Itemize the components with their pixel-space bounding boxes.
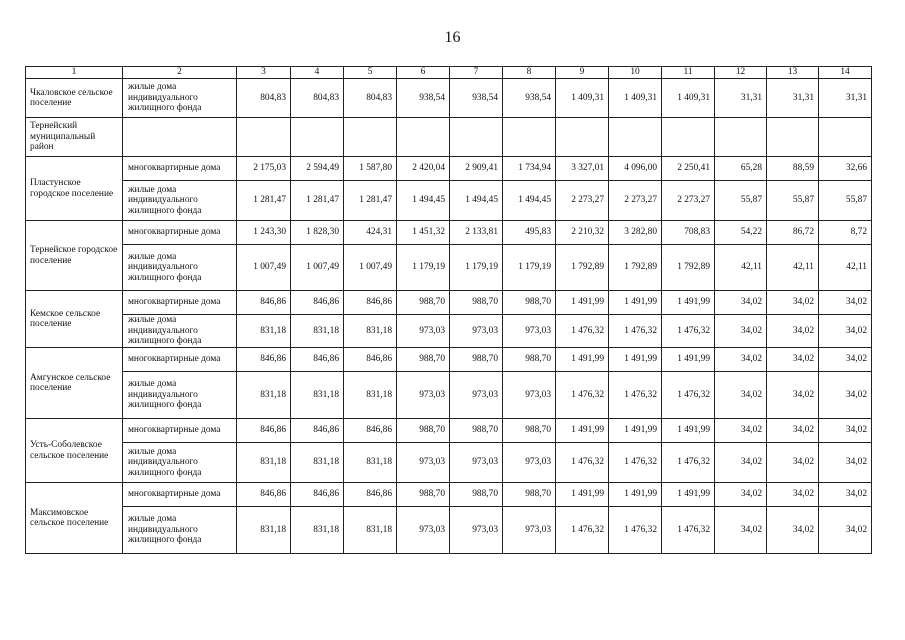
value-cell: 973,03 — [503, 507, 556, 554]
value-cell: 1 476,32 — [609, 315, 662, 348]
value-cell: 1 476,32 — [556, 443, 609, 483]
value-cell — [344, 118, 397, 157]
value-cell: 1 179,19 — [450, 245, 503, 291]
housing-category-cell — [123, 118, 237, 157]
value-cell: 846,86 — [344, 419, 397, 443]
column-header: 5 — [344, 67, 397, 79]
value-cell: 34,02 — [715, 443, 767, 483]
value-cell: 34,02 — [819, 348, 872, 372]
value-cell: 938,54 — [397, 79, 450, 118]
value-cell: 846,86 — [237, 419, 291, 443]
value-cell: 804,83 — [344, 79, 397, 118]
municipality-cell: Тернейское городское поселение — [26, 221, 123, 291]
value-cell: 424,31 — [344, 221, 397, 245]
value-cell: 1 828,30 — [291, 221, 344, 245]
value-cell: 1 007,49 — [291, 245, 344, 291]
value-cell: 1 476,32 — [662, 507, 715, 554]
value-cell: 988,70 — [397, 348, 450, 372]
table-row — [26, 315, 872, 348]
value-cell: 708,83 — [662, 221, 715, 245]
value-cell: 65,28 — [715, 157, 767, 181]
value-cell: 988,70 — [503, 419, 556, 443]
column-header: 12 — [715, 67, 767, 79]
value-cell: 34,02 — [767, 419, 819, 443]
header-row — [26, 67, 872, 79]
value-cell: 495,83 — [503, 221, 556, 245]
value-cell: 1 476,32 — [556, 507, 609, 554]
column-header: 11 — [662, 67, 715, 79]
value-cell: 88,59 — [767, 157, 819, 181]
value-cell: 34,02 — [767, 291, 819, 315]
municipality-cell: Тернейский муниципальный район — [26, 118, 123, 157]
value-cell: 973,03 — [397, 372, 450, 419]
value-cell: 1 792,89 — [662, 245, 715, 291]
value-cell: 831,18 — [291, 315, 344, 348]
value-cell: 31,31 — [819, 79, 872, 118]
value-cell — [819, 118, 872, 157]
value-cell: 831,18 — [344, 315, 397, 348]
value-cell: 1 494,45 — [503, 181, 556, 221]
housing-category-cell: многоквартирные дома — [123, 419, 237, 443]
value-cell: 988,70 — [450, 483, 503, 507]
table-row — [26, 443, 872, 483]
value-cell: 2 420,04 — [397, 157, 450, 181]
municipality-cell: Максимовское сельское поселение — [26, 483, 123, 554]
value-cell — [767, 118, 819, 157]
value-cell: 34,02 — [715, 348, 767, 372]
value-cell: 831,18 — [344, 372, 397, 419]
housing-category-cell: жилые дома индивидуального жилищного фонда — [123, 372, 237, 419]
value-cell: 8,72 — [819, 221, 872, 245]
value-cell: 973,03 — [450, 372, 503, 419]
value-cell: 1 491,99 — [556, 419, 609, 443]
value-cell: 34,02 — [767, 443, 819, 483]
column-header: 7 — [450, 67, 503, 79]
table-row — [26, 157, 872, 181]
value-cell: 34,02 — [715, 483, 767, 507]
value-cell: 1 792,89 — [609, 245, 662, 291]
value-cell: 1 476,32 — [609, 372, 662, 419]
value-cell: 2 250,41 — [662, 157, 715, 181]
housing-category-cell: многоквартирные дома — [123, 483, 237, 507]
value-cell: 973,03 — [397, 315, 450, 348]
value-cell: 1 281,47 — [291, 181, 344, 221]
value-cell: 973,03 — [503, 443, 556, 483]
value-cell: 2 210,32 — [556, 221, 609, 245]
column-header: 13 — [767, 67, 819, 79]
table-row — [26, 221, 872, 245]
value-cell: 846,86 — [291, 483, 344, 507]
housing-category-cell: многоквартирные дома — [123, 291, 237, 315]
value-cell: 2 273,27 — [662, 181, 715, 221]
value-cell: 1 491,99 — [609, 348, 662, 372]
table-row — [26, 181, 872, 221]
column-header: 1 — [26, 67, 123, 79]
value-cell: 1 007,49 — [237, 245, 291, 291]
column-header: 8 — [503, 67, 556, 79]
value-cell: 1 243,30 — [237, 221, 291, 245]
value-cell: 1 451,32 — [397, 221, 450, 245]
value-cell: 831,18 — [291, 507, 344, 554]
value-cell: 846,86 — [291, 291, 344, 315]
value-cell: 1 587,80 — [344, 157, 397, 181]
value-cell: 973,03 — [503, 315, 556, 348]
table-row — [26, 118, 872, 157]
value-cell: 1 476,32 — [662, 372, 715, 419]
value-cell: 1 491,99 — [609, 419, 662, 443]
column-header: 10 — [609, 67, 662, 79]
value-cell: 32,66 — [819, 157, 872, 181]
value-cell: 34,02 — [715, 507, 767, 554]
table-row — [26, 348, 872, 372]
value-cell: 34,02 — [715, 291, 767, 315]
value-cell: 2 594,49 — [291, 157, 344, 181]
municipality-cell: Амгунское сельское поселение — [26, 348, 123, 419]
value-cell: 973,03 — [397, 443, 450, 483]
value-cell: 34,02 — [819, 291, 872, 315]
value-cell: 1 491,99 — [556, 483, 609, 507]
table-row — [26, 79, 872, 118]
value-cell: 988,70 — [397, 419, 450, 443]
value-cell: 4 096,00 — [609, 157, 662, 181]
value-cell: 55,87 — [767, 181, 819, 221]
column-header: 2 — [123, 67, 237, 79]
value-cell: 1 476,32 — [662, 315, 715, 348]
column-header: 3 — [237, 67, 291, 79]
value-cell: 34,02 — [767, 348, 819, 372]
value-cell: 34,02 — [715, 419, 767, 443]
value-cell: 1 491,99 — [609, 291, 662, 315]
value-cell: 1 476,32 — [556, 372, 609, 419]
value-cell: 938,54 — [450, 79, 503, 118]
municipality-cell: Усть-Соболевское сельское поселение — [26, 419, 123, 483]
value-cell: 973,03 — [450, 507, 503, 554]
value-cell: 1 281,47 — [344, 181, 397, 221]
housing-category-cell: жилые дома индивидуального жилищного фонда — [123, 507, 237, 554]
value-cell: 2 175,03 — [237, 157, 291, 181]
value-cell: 3 282,80 — [609, 221, 662, 245]
value-cell: 988,70 — [450, 291, 503, 315]
value-cell: 804,83 — [291, 79, 344, 118]
value-cell: 31,31 — [715, 79, 767, 118]
value-cell: 1 476,32 — [609, 443, 662, 483]
value-cell: 831,18 — [237, 507, 291, 554]
value-cell — [291, 118, 344, 157]
value-cell: 1 409,31 — [609, 79, 662, 118]
table-row — [26, 245, 872, 291]
value-cell: 1 491,99 — [662, 483, 715, 507]
value-cell: 1 734,94 — [503, 157, 556, 181]
value-cell: 2 273,27 — [556, 181, 609, 221]
value-cell: 973,03 — [450, 315, 503, 348]
value-cell: 2 273,27 — [609, 181, 662, 221]
table-row — [26, 372, 872, 419]
value-cell: 34,02 — [715, 315, 767, 348]
value-cell — [450, 118, 503, 157]
table-row — [26, 419, 872, 443]
tariff-table — [25, 66, 872, 554]
value-cell: 1 494,45 — [397, 181, 450, 221]
value-cell: 3 327,01 — [556, 157, 609, 181]
value-cell: 34,02 — [715, 372, 767, 419]
value-cell: 1 409,31 — [662, 79, 715, 118]
value-cell: 31,31 — [767, 79, 819, 118]
housing-category-cell: жилые дома индивидуального жилищного фонда — [123, 79, 237, 118]
value-cell: 34,02 — [819, 507, 872, 554]
value-cell — [715, 118, 767, 157]
municipality-cell: Кемское сельское поселение — [26, 291, 123, 348]
value-cell: 846,86 — [344, 348, 397, 372]
value-cell: 34,02 — [819, 315, 872, 348]
value-cell: 846,86 — [291, 348, 344, 372]
value-cell: 831,18 — [237, 315, 291, 348]
value-cell: 846,86 — [237, 483, 291, 507]
value-cell — [662, 118, 715, 157]
table-row — [26, 291, 872, 315]
value-cell: 831,18 — [344, 507, 397, 554]
housing-category-cell: жилые дома индивидуального жилищного фонда — [123, 443, 237, 483]
value-cell: 42,11 — [715, 245, 767, 291]
value-cell: 1 179,19 — [503, 245, 556, 291]
column-header: 9 — [556, 67, 609, 79]
value-cell: 988,70 — [503, 291, 556, 315]
housing-category-cell: жилые дома индивидуального жилищного фонда — [123, 245, 237, 291]
value-cell: 804,83 — [237, 79, 291, 118]
column-header: 4 — [291, 67, 344, 79]
value-cell: 42,11 — [819, 245, 872, 291]
municipality-cell: Пластунское городское поселение — [26, 157, 123, 221]
value-cell: 1 494,45 — [450, 181, 503, 221]
value-cell: 42,11 — [767, 245, 819, 291]
value-cell: 1 491,99 — [609, 483, 662, 507]
value-cell: 2 909,41 — [450, 157, 503, 181]
value-cell: 34,02 — [767, 483, 819, 507]
value-cell: 1 476,32 — [609, 507, 662, 554]
value-cell: 55,87 — [819, 181, 872, 221]
value-cell: 2 133,81 — [450, 221, 503, 245]
table-row — [26, 483, 872, 507]
value-cell: 1 409,31 — [556, 79, 609, 118]
value-cell: 988,70 — [397, 291, 450, 315]
value-cell: 973,03 — [450, 443, 503, 483]
value-cell: 34,02 — [819, 419, 872, 443]
value-cell: 846,86 — [344, 291, 397, 315]
table-row — [26, 507, 872, 554]
value-cell: 973,03 — [397, 507, 450, 554]
value-cell: 831,18 — [291, 443, 344, 483]
table-body — [26, 79, 872, 554]
housing-category-cell: жилые дома индивидуального жилищного фонда — [123, 181, 237, 221]
value-cell: 846,86 — [291, 419, 344, 443]
value-cell: 34,02 — [767, 507, 819, 554]
housing-category-cell: многоквартирные дома — [123, 157, 237, 181]
value-cell: 1 476,32 — [556, 315, 609, 348]
value-cell: 1 491,99 — [556, 291, 609, 315]
value-cell: 86,72 — [767, 221, 819, 245]
value-cell — [609, 118, 662, 157]
value-cell: 988,70 — [503, 483, 556, 507]
housing-category-cell: жилые дома индивидуального жилищного фонда — [123, 315, 237, 348]
housing-category-cell: многоквартирные дома — [123, 221, 237, 245]
value-cell: 846,86 — [237, 291, 291, 315]
value-cell — [503, 118, 556, 157]
value-cell: 1 491,99 — [662, 419, 715, 443]
municipality-cell: Чкаловское сельское поселение — [26, 79, 123, 118]
value-cell: 831,18 — [237, 443, 291, 483]
value-cell — [556, 118, 609, 157]
value-cell: 831,18 — [344, 443, 397, 483]
column-header: 6 — [397, 67, 450, 79]
value-cell: 1 491,99 — [556, 348, 609, 372]
value-cell: 54,22 — [715, 221, 767, 245]
value-cell: 34,02 — [819, 443, 872, 483]
value-cell: 988,70 — [450, 348, 503, 372]
value-cell — [237, 118, 291, 157]
value-cell: 1 792,89 — [556, 245, 609, 291]
value-cell: 973,03 — [503, 372, 556, 419]
value-cell: 34,02 — [767, 372, 819, 419]
value-cell: 1 491,99 — [662, 291, 715, 315]
value-cell: 34,02 — [767, 315, 819, 348]
housing-category-cell: многоквартирные дома — [123, 348, 237, 372]
value-cell: 938,54 — [503, 79, 556, 118]
value-cell: 988,70 — [503, 348, 556, 372]
value-cell: 1 476,32 — [662, 443, 715, 483]
value-cell: 1 491,99 — [662, 348, 715, 372]
value-cell — [397, 118, 450, 157]
value-cell: 1 007,49 — [344, 245, 397, 291]
value-cell: 34,02 — [819, 372, 872, 419]
page-number: 16 — [444, 29, 461, 46]
value-cell: 846,86 — [344, 483, 397, 507]
value-cell: 988,70 — [450, 419, 503, 443]
value-cell: 34,02 — [819, 483, 872, 507]
value-cell: 831,18 — [237, 372, 291, 419]
value-cell: 846,86 — [237, 348, 291, 372]
value-cell: 1 179,19 — [397, 245, 450, 291]
value-cell: 1 281,47 — [237, 181, 291, 221]
value-cell: 55,87 — [715, 181, 767, 221]
value-cell: 831,18 — [291, 372, 344, 419]
column-header: 14 — [819, 67, 872, 79]
value-cell: 988,70 — [397, 483, 450, 507]
